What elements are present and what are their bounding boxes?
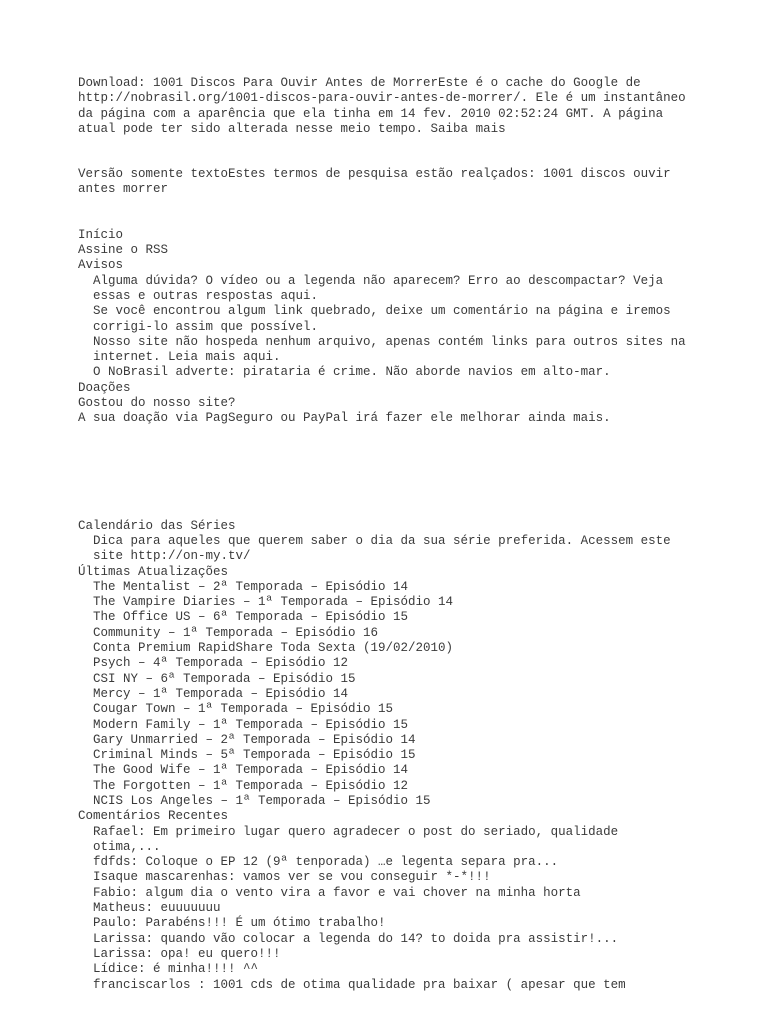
comment-item[interactable]: Larissa: quando vão colocar a legenda do 14? to doida pra assistir!...	[93, 931, 619, 946]
calendario-text: Dica para aqueles que querem saber o dia da sua série preferida. Acessem este site http://on-my.tv/	[93, 533, 671, 564]
doacoes-line-2: A sua doação via PagSeguro ou PayPal irá fazer ele melhorar ainda mais.	[78, 411, 611, 426]
comment-item[interactable]: Larissa: opa! eu quero!!!	[93, 946, 281, 961]
search-terms-text: Versão somente textoEstes termos de pesquisa estão realçados: 1001 discos ouvir antes morrer	[78, 167, 671, 197]
aviso-item: Nosso site não hospeda nenhum arquivo, apenas contém links para outros sites na internet. Leia mais aqui.	[93, 334, 686, 365]
cached-page-text	[78, 76, 690, 993]
list-item[interactable]: The Office US – 6ª Temporada – Episódio 15	[93, 610, 409, 625]
list-item[interactable]: The Mentalist – 2ª Temporada – Episódio 14	[93, 579, 409, 594]
aviso-item: Se você encontrou algum link quebrado, deixe um comentário na página e iremos corrigi-lo assim que possível.	[93, 304, 671, 334]
comment-item[interactable]: fdfds: Coloque o EP 12 (9ª tenporada) …e legenta separa pra...	[93, 855, 559, 870]
aviso-item: Alguma dúvida? O vídeo ou a legenda não aparecem? Erro ao descompactar? Veja essas e outras respostas aqui.	[93, 273, 664, 303]
avisos-list	[78, 274, 690, 381]
comment-item[interactable]: Fabio: algum dia o vento vira a favor e vai chover na minha horta	[93, 885, 581, 900]
comentarios-list	[78, 825, 690, 993]
doacoes-section	[78, 381, 690, 427]
list-item[interactable]: Conta Premium RapidShare Toda Sexta (19/02/2010)	[93, 641, 454, 656]
list-item[interactable]: CSI NY – 6ª Temporada – Episódio 15	[93, 671, 356, 686]
ultimas-section	[78, 565, 690, 810]
ultimas-list	[78, 580, 690, 809]
doacoes-title: Doações	[78, 380, 131, 395]
list-item[interactable]: Criminal Minds – 5ª Temporada – Episódio 15	[93, 748, 416, 763]
search-terms-notice	[78, 167, 690, 198]
sidebar-nav	[78, 228, 690, 259]
avisos-title: Avisos	[78, 258, 124, 273]
avisos-section	[78, 258, 690, 380]
aviso-item: O NoBrasil adverte: pirataria é crime. Não aborde navios em alto-mar.	[93, 365, 611, 380]
doacoes-line-1: Gostou do nosso site?	[78, 396, 236, 411]
comment-item[interactable]: Matheus: euuuuuuu	[93, 901, 221, 916]
comment-item[interactable]: franciscarlos : 1001 cds de otima qualidade pra baixar ( apesar que tem	[93, 977, 626, 992]
comentarios-title: Comentários Recentes	[78, 809, 229, 824]
list-item[interactable]: NCIS Los Angeles – 1ª Temporada – Episódio 15	[93, 793, 431, 808]
list-item[interactable]: Modern Family – 1ª Temporada – Episódio 15	[93, 717, 409, 732]
list-item[interactable]: Cougar Town – 1ª Temporada – Episódio 15	[93, 702, 394, 717]
cache-notice: Download: 1001 Discos Para Ouvir Antes de MorrerEste é o cache do Google de http://nobrasil.org/1001-discos-para-ouvir-antes-de-morrer/. Ele é um instantâneo da página com a aparência que ela tinha em 14 fev. 2010 02:52:24 GMT. A página atual pode ter sido alterada nesse meio tempo. Saiba mais	[78, 76, 686, 136]
nav-rss-link[interactable]: Assine o RSS	[78, 243, 169, 258]
list-item[interactable]: Psych – 4ª Temporada – Episódio 12	[93, 656, 349, 671]
calendario-title: Calendário das Séries	[78, 518, 236, 533]
list-item[interactable]: Community – 1ª Temporada – Episódio 16	[93, 625, 379, 640]
calendario-section	[78, 519, 690, 565]
list-item[interactable]: Mercy – 1ª Temporada – Episódio 14	[93, 686, 349, 701]
comment-item[interactable]: Lídice: é minha!!!! ^^	[93, 962, 259, 977]
comment-item[interactable]: Isaque mascarenhas: vamos ver se vou conseguir *-*!!!	[93, 870, 491, 885]
list-item[interactable]: The Vampire Diaries – 1ª Temporada – Episódio 14	[93, 595, 454, 610]
comentarios-section	[78, 809, 690, 993]
cache-header	[78, 76, 690, 137]
list-item[interactable]: Gary Unmarried – 2ª Temporada – Episódio 14	[93, 732, 416, 747]
list-item[interactable]: The Good Wife – 1ª Temporada – Episódio 14	[93, 763, 409, 778]
comment-item[interactable]: Paulo: Parabéns!!! É um ótimo trabalho!	[93, 916, 386, 931]
ultimas-title: Últimas Atualizações	[78, 564, 229, 579]
comment-item[interactable]: Rafael: Em primeiro lugar quero agradecer o post do seriado, qualidade otima,...	[93, 824, 619, 854]
nav-inicio-link[interactable]: Início	[78, 227, 124, 242]
list-item[interactable]: The Forgotten – 1ª Temporada – Episódio 12	[93, 778, 409, 793]
